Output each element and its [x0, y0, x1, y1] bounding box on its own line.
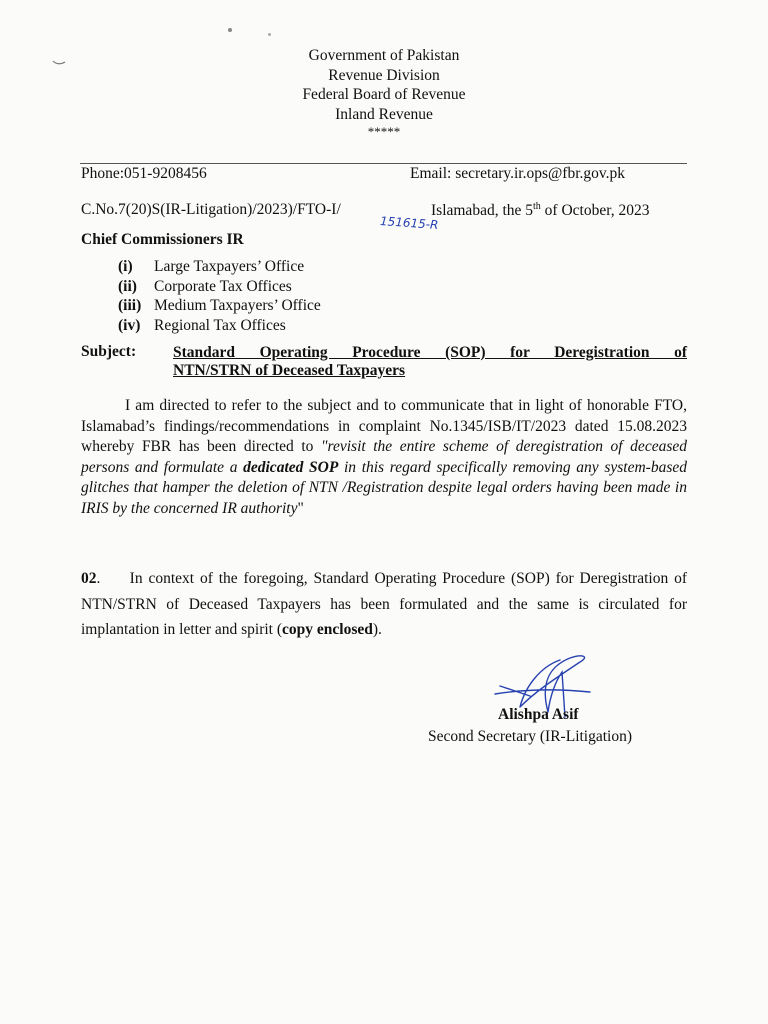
list-item-number: (i) [118, 258, 133, 275]
scan-mark [268, 33, 271, 36]
list-item-label: Medium Taxpayers’ Office [154, 297, 321, 314]
subject-line-1: Standard Operating Procedure (SOP) for Deregistration of [173, 344, 687, 361]
subject-label: Subject: [81, 343, 137, 360]
date-suffix: of October, 2023 [540, 202, 650, 220]
addressee-title: Chief Commissioners IR [81, 231, 244, 248]
list-item-label: Large Taxpayers’ Office [154, 258, 305, 275]
list-item-number: (iv) [118, 316, 141, 334]
scan-mark [228, 28, 232, 32]
list-item [118, 296, 321, 316]
list-item-label: Regional Tax Offices [154, 316, 286, 334]
date-prefix: Islamabad, the 5 [431, 202, 534, 220]
reference-number: C.No.7(20)S(IR-Litigation)/2023)/FTO-I/ [81, 201, 341, 218]
quote-part-1: "revisit the entire scheme of deregistration of deceased persons and formulate a [81, 438, 687, 476]
letterhead [0, 46, 768, 139]
letterhead-board: Federal Board of Revenue [302, 86, 466, 103]
quote-close: " [297, 499, 304, 517]
body-paragraph-1 [81, 396, 687, 519]
quote-emphasis: dedicated SOP [243, 458, 339, 476]
handwritten-diary-number: 151615-R [379, 213, 439, 233]
list-item-number: (ii) [118, 277, 137, 295]
letterhead-division: Revenue Division [328, 66, 440, 84]
letterhead-wing: Inland Revenue [335, 105, 433, 123]
quote-part-2: in this regard specifically removing any system-based glitches that hamper the deletion of NTN /Registration despite legal orders having been made in IRIS by the concerned IR authority [81, 458, 687, 517]
paragraph-2-end: ). [372, 621, 382, 638]
email-address: Email: secretary.ir.ops@fbr.gov.pk [410, 165, 626, 182]
phone-number: Phone:051-9208456 [81, 165, 207, 182]
enclosure-note: copy enclosed [282, 621, 373, 638]
letterhead-stars: ***** [367, 124, 401, 139]
list-item [118, 316, 321, 336]
paragraph-2-text: . In context of the foregoing, Standard Operating Procedure (SOP) for Deregistration of NTN/STRN of Deceased Taxpayers has been formulated and the same is circulated for implantation in letter and spirit ( [81, 570, 691, 638]
list-item-label: Corporate Tax Offices [154, 277, 292, 295]
header-divider [80, 163, 687, 164]
list-item [118, 257, 321, 277]
list-item [118, 277, 321, 297]
place-and-date [431, 201, 650, 220]
paragraph-number: 02 [81, 570, 97, 587]
list-item-number: (iii) [118, 297, 142, 314]
date-ordinal: th [533, 201, 541, 212]
paragraph-1-text: I am directed to refer to the subject and to communicate that in light of honorable FTO, Islamabad’s findings/recommendations in complaint No.1345/ISB/IT/2023 dated 15.08.2023 whereby FBR has been directed to [81, 397, 687, 455]
subject-line-2: NTN/STRN of Deceased Taxpayers [173, 362, 406, 379]
addressee-list [118, 257, 321, 335]
body-paragraph-2 [81, 566, 691, 643]
signatory-designation: Second Secretary (IR-Litigation) [428, 728, 633, 745]
letterhead-government: Government of Pakistan [308, 47, 460, 64]
signatory-name: Alishpa Asif [498, 706, 579, 723]
